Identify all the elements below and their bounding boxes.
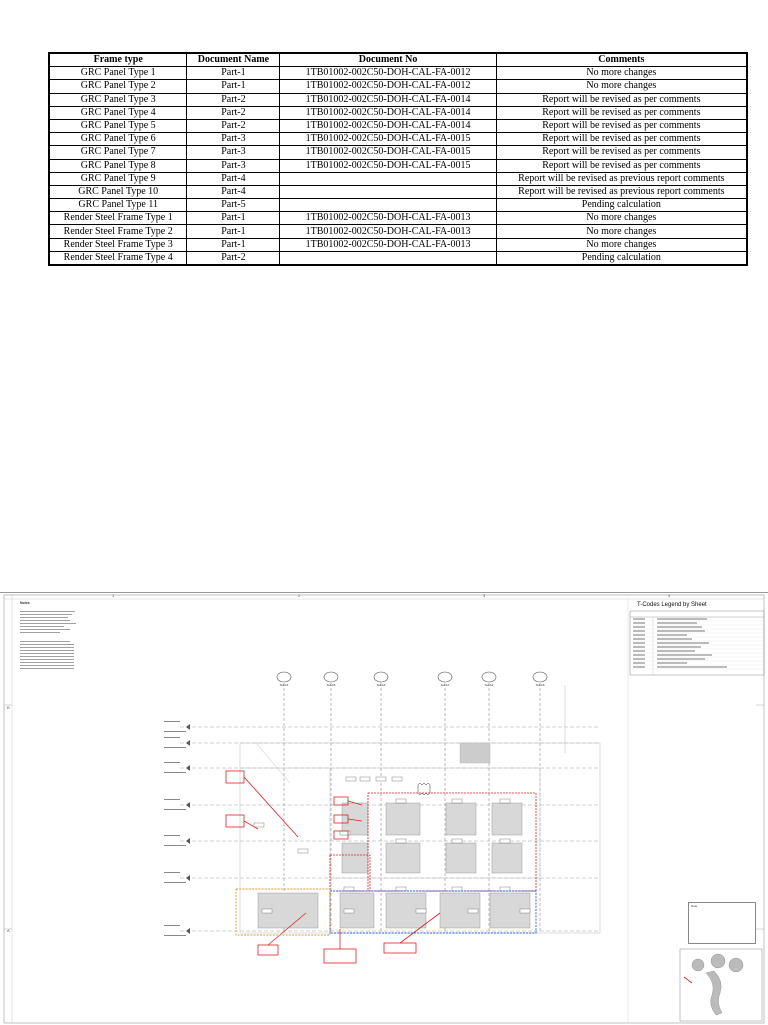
cell-document-no: 1TB01002-002C50-DOH-CAL-FA-0015: [280, 133, 496, 146]
cell-document-no: 1TB01002-002C50-DOH-CAL-FA-0013: [280, 225, 496, 238]
cell-document-no: 1TB01002-002C50-DOH-CAL-FA-0013: [280, 238, 496, 251]
cell-frame-type: GRC Panel Type 4: [49, 106, 187, 119]
table-row: [49, 93, 747, 106]
cell-document-name: Part-1: [187, 238, 280, 251]
note-box: [688, 902, 756, 944]
table-row: [49, 251, 747, 265]
cell-frame-type: GRC Panel Type 10: [49, 185, 187, 198]
table-row: [49, 106, 747, 119]
cell-frame-type: GRC Panel Type 9: [49, 172, 187, 185]
cell-document-name: Part-2: [187, 93, 280, 106]
notes-heading: Notes: [20, 601, 30, 605]
grid-label-2: SH-A5: [326, 683, 336, 687]
cell-frame-type: GRC Panel Type 7: [49, 146, 187, 159]
note-box-heading: Note: [691, 904, 698, 908]
frame-document-table: [48, 52, 748, 266]
cell-document-name: Part-1: [187, 212, 280, 225]
table-row: [49, 185, 747, 198]
table-row: [49, 172, 747, 185]
cell-document-no: 1TB01002-002C50-DOH-CAL-FA-0014: [280, 93, 496, 106]
grid-label-5: SH-A2: [484, 683, 494, 687]
cell-frame-type: Render Steel Frame Type 2: [49, 225, 187, 238]
sheet-number-1: 1: [112, 593, 115, 598]
cell-document-name: Part-2: [187, 251, 280, 265]
cell-frame-type: GRC Panel Type 1: [49, 67, 187, 80]
cell-document-no: 1TB01002-002C50-DOH-CAL-FA-0012: [280, 67, 496, 80]
cell-comments: Pending calculation: [496, 251, 747, 265]
header-frame-type: Frame type: [49, 53, 187, 67]
cell-comments: Report will be revised as per comments: [496, 133, 747, 146]
cell-frame-type: GRC Panel Type 3: [49, 93, 187, 106]
cell-comments: Report will be revised as per comments: [496, 106, 747, 119]
header-document-no: Document No: [280, 53, 496, 67]
cell-document-name: Part-1: [187, 80, 280, 93]
cell-document-name: Part-3: [187, 146, 280, 159]
cell-document-name: Part-2: [187, 106, 280, 119]
cell-frame-type: GRC Panel Type 11: [49, 199, 187, 212]
cell-comments: Report will be revised as per comments: [496, 146, 747, 159]
cell-document-no: [280, 185, 496, 198]
cell-document-name: Part-3: [187, 133, 280, 146]
cell-document-name: Part-2: [187, 119, 280, 132]
cell-comments: No more changes: [496, 225, 747, 238]
cell-frame-type: GRC Panel Type 2: [49, 80, 187, 93]
cell-document-name: Part-3: [187, 159, 280, 172]
header-comments: Comments: [496, 53, 747, 67]
cell-comments: No more changes: [496, 67, 747, 80]
cell-document-name: Part-4: [187, 172, 280, 185]
cell-document-no: 1TB01002-002C50-DOH-CAL-FA-0013: [280, 212, 496, 225]
table-row: [49, 212, 747, 225]
table-row: [49, 133, 747, 146]
legend-title: T-Codes Legend by Sheet: [637, 602, 707, 608]
table-row: [49, 225, 747, 238]
cell-document-name: Part-4: [187, 185, 280, 198]
cell-frame-type: GRC Panel Type 8: [49, 159, 187, 172]
table-row: [49, 199, 747, 212]
cell-document-no: 1TB01002-002C50-DOH-CAL-FA-0015: [280, 159, 496, 172]
sheet-number-2: 2: [298, 593, 301, 598]
grid-label-4: SH-A7: [440, 683, 450, 687]
cell-comments: Report will be revised as per comments: [496, 159, 747, 172]
cell-comments: Pending calculation: [496, 199, 747, 212]
header-document-name: Document Name: [187, 53, 280, 67]
cell-document-no: [280, 251, 496, 265]
cell-document-no: [280, 199, 496, 212]
cell-comments: No more changes: [496, 238, 747, 251]
cell-frame-type: GRC Panel Type 5: [49, 119, 187, 132]
cell-frame-type: GRC Panel Type 6: [49, 133, 187, 146]
cell-comments: No more changes: [496, 80, 747, 93]
table-row: [49, 119, 747, 132]
table-row: [49, 146, 747, 159]
elevation-drawing-sheet: [0, 592, 768, 1025]
table-row: [49, 80, 747, 93]
cell-comments: Report will be revised as per comments: [496, 93, 747, 106]
grid-label-3: SH-A3: [376, 683, 386, 687]
grid-label-1: SH-A1: [279, 683, 289, 687]
cell-comments: Report will be revised as per comments: [496, 119, 747, 132]
cell-comments: Report will be revised as previous report comments: [496, 185, 747, 198]
cell-document-no: [280, 172, 496, 185]
cell-frame-type: Render Steel Frame Type 1: [49, 212, 187, 225]
sheet-number-3: 3: [483, 593, 486, 598]
cell-document-no: 1TB01002-002C50-DOH-CAL-FA-0014: [280, 106, 496, 119]
cell-comments: Report will be revised as previous report comments: [496, 172, 747, 185]
cell-frame-type: Render Steel Frame Type 3: [49, 238, 187, 251]
cell-document-no: 1TB01002-002C50-DOH-CAL-FA-0015: [280, 146, 496, 159]
cell-frame-type: Render Steel Frame Type 4: [49, 251, 187, 265]
cell-document-no: 1TB01002-002C50-DOH-CAL-FA-0014: [280, 119, 496, 132]
cell-comments: No more changes: [496, 212, 747, 225]
table-row: [49, 67, 747, 80]
edge-letter-a: A: [7, 928, 10, 933]
edge-letter-b: B: [7, 705, 10, 710]
cell-document-name: Part-1: [187, 225, 280, 238]
cell-document-name: Part-1: [187, 67, 280, 80]
drawing-notes: [20, 602, 82, 606]
elevation-drawing: [0, 593, 768, 1025]
table-row: [49, 238, 747, 251]
table-row: [49, 159, 747, 172]
table-header-row: [49, 53, 747, 67]
grid-label-6: SH-A9: [535, 683, 545, 687]
sheet-number-4: 4: [668, 593, 671, 598]
cell-document-no: 1TB01002-002C50-DOH-CAL-FA-0012: [280, 80, 496, 93]
cell-document-name: Part-5: [187, 199, 280, 212]
